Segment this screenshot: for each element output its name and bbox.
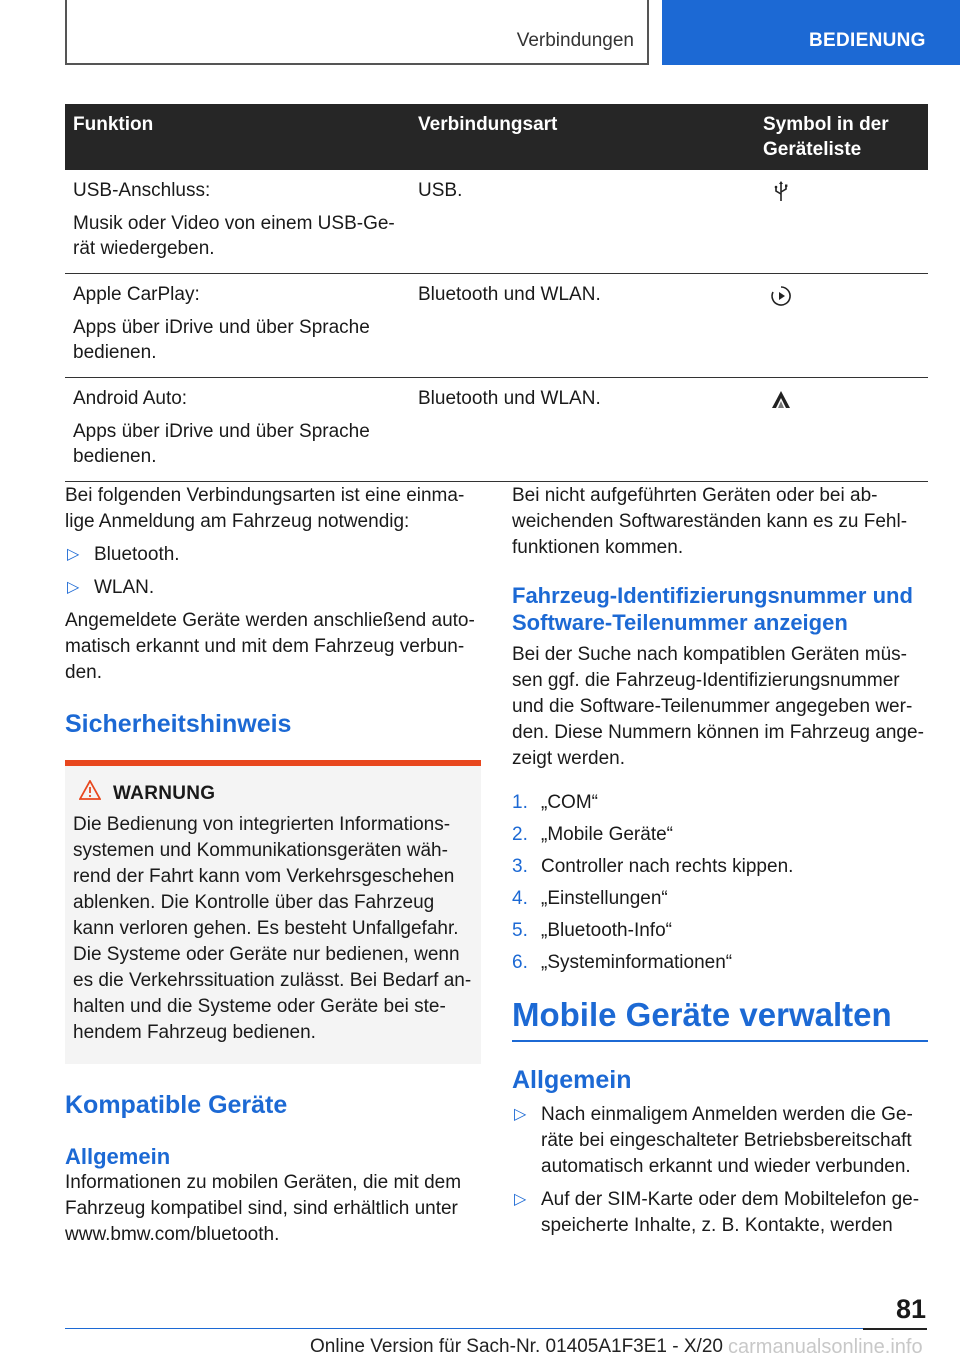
table-header-cell: Symbol in der Geräteliste: [755, 104, 928, 170]
paragraph: Angemeldete Geräte werden anschließend automatisch erkannt und mit dem Fahrzeug verbunden.: [65, 610, 475, 683]
list-item: [512, 1187, 928, 1239]
step-number: 2.: [512, 824, 528, 845]
footer-divider-dark: [863, 1328, 927, 1330]
warning-text: Die Bedienung von integrierten Informationssystemen und Kommunikationsgeräten während der Fahrt kann vom Verkehrsgeschehen ablenken. Die Kontrolle über das Fahrzeug kann verloren gehen. Es besteht Unfallgefahr. Die Systeme oder Geräte nur bedienen, wenn es die Verkehrssituation zulässt. Bei Bedarf anhalten und die Systeme oder Geräte bei stehendem Fahrzeug bedienen.: [73, 814, 472, 1043]
list-item-text: Nach einmaligem Anmelden werden die Geräte bei eingeschalteter Betriebsbereitschaft automatisch erkannt und wieder verbunden.: [541, 1104, 913, 1177]
compat-heading: Kompatible Geräte: [65, 1091, 288, 1119]
step-text: „COM“: [541, 792, 598, 813]
function-title: USB-Anschluss:: [73, 180, 211, 201]
step-text: „Einstellungen“: [541, 888, 668, 909]
list-item-text: Bluetooth.: [94, 544, 180, 565]
watermark: carmanualsonline.info: [728, 1336, 923, 1358]
triangle-bullet-icon: ▷: [67, 579, 80, 596]
function-desc: Apps über iDrive und über Sprache bedienen.: [73, 317, 370, 363]
manage-heading: Mobile Geräte verwalten: [512, 994, 928, 1042]
table-cell: [65, 170, 410, 274]
android-auto-icon: [769, 388, 793, 412]
list-item: [65, 575, 481, 601]
paragraph: Informationen zu mobilen Geräten, die mit dem Fahrzeug kompatibel sind, sind erhältlich unter www.bmw.com/bluetooth.: [65, 1172, 462, 1245]
chapter-tab-label: BEDIENUNG: [809, 30, 926, 51]
vin-heading: Fahrzeug-Identifizierungsnummer und Software-Teilenummer anzeigen: [512, 583, 913, 635]
function-title: Android Auto:: [73, 388, 188, 409]
connection-table: [65, 104, 928, 482]
table-header-cell: Verbindungsart: [410, 104, 755, 170]
paragraph: Bei folgenden Verbindungsarten ist eine einmalige Anmeldung am Fahrzeug notwendig:: [65, 485, 465, 532]
table-cell: [65, 274, 410, 378]
warning-title: WARNUNG: [113, 783, 216, 804]
list-item-text: Auf der SIM-Karte oder dem Mobiltelefon gespeicherte Inhalte, z. B. Kontakte, werden: [541, 1189, 920, 1236]
paragraph: Bei nicht aufgeführten Geräten oder bei abweichenden Softwareständen kann es zu Fehlfunktionen kommen.: [512, 485, 908, 558]
right-column: [512, 483, 928, 1246]
list-item: [512, 918, 928, 944]
table-row: [65, 378, 928, 482]
list-item: [512, 822, 928, 848]
table-cell: USB.: [410, 170, 755, 274]
left-column: [65, 483, 481, 1255]
triangle-bullet-icon: ▷: [514, 1106, 527, 1123]
table-row: [65, 170, 928, 274]
step-number: 6.: [512, 952, 528, 973]
list-item: [65, 542, 481, 568]
table-cell: Bluetooth und WLAN.: [410, 378, 755, 482]
list-item: [512, 1102, 928, 1180]
chapter-tab[interactable]: [662, 0, 960, 65]
footer-text: Online Version für Sach-Nr. 01405A1F3E1 - X/20: [310, 1336, 723, 1357]
step-text: „Systeminformationen“: [541, 952, 733, 973]
general-heading-right: Allgemein: [512, 1066, 632, 1094]
table-cell: Bluetooth und WLAN.: [410, 274, 755, 378]
function-desc: Apps über iDrive und über Sprache bedienen.: [73, 421, 370, 467]
function-title: Apple CarPlay:: [73, 284, 200, 305]
footer-divider: [65, 1328, 863, 1329]
step-text: Controller nach rechts kippen.: [541, 856, 794, 877]
list-item: [512, 790, 928, 816]
list-item: [512, 886, 928, 912]
page-number: 81: [895, 1294, 926, 1324]
table-cell: [755, 170, 928, 274]
warning-box: [65, 766, 481, 1064]
safety-heading: Sicherheitshinweis: [65, 710, 292, 738]
warning-triangle-icon: [73, 780, 113, 808]
table-header-cell: Funktion: [65, 104, 410, 170]
step-number: 3.: [512, 856, 528, 877]
table-header-row: [65, 104, 928, 170]
triangle-bullet-icon: ▷: [514, 1191, 527, 1208]
step-text: „Bluetooth-Info“: [541, 920, 672, 941]
table-cell: [65, 378, 410, 482]
general-heading: Allgemein: [65, 1144, 171, 1169]
section-title: Verbindungen: [516, 30, 634, 51]
table-cell: [755, 378, 928, 482]
step-text: „Mobile Geräte“: [541, 824, 673, 845]
function-desc: Musik oder Video von einem USB-Gerät wiedergeben.: [73, 213, 395, 259]
list-item: [512, 950, 928, 976]
triangle-bullet-icon: ▷: [67, 546, 80, 563]
step-number: 1.: [512, 792, 528, 813]
step-number: 5.: [512, 920, 528, 941]
paragraph: Bei der Suche nach kompatiblen Geräten müssen ggf. die Fahrzeug-Identifizierungsnummer und die Software-Teilenummer angegeben werden. Diese Nummern können im Fahrzeug angezeigt werden.: [512, 644, 924, 769]
list-item: [512, 854, 928, 880]
step-number: 4.: [512, 888, 528, 909]
usb-icon: [769, 180, 793, 204]
warning-title-row: [73, 780, 473, 808]
list-item-text: WLAN.: [94, 577, 155, 598]
table-cell: [755, 274, 928, 378]
header-box: [65, 0, 649, 65]
carplay-icon: [769, 284, 793, 308]
table-row: [65, 274, 928, 378]
